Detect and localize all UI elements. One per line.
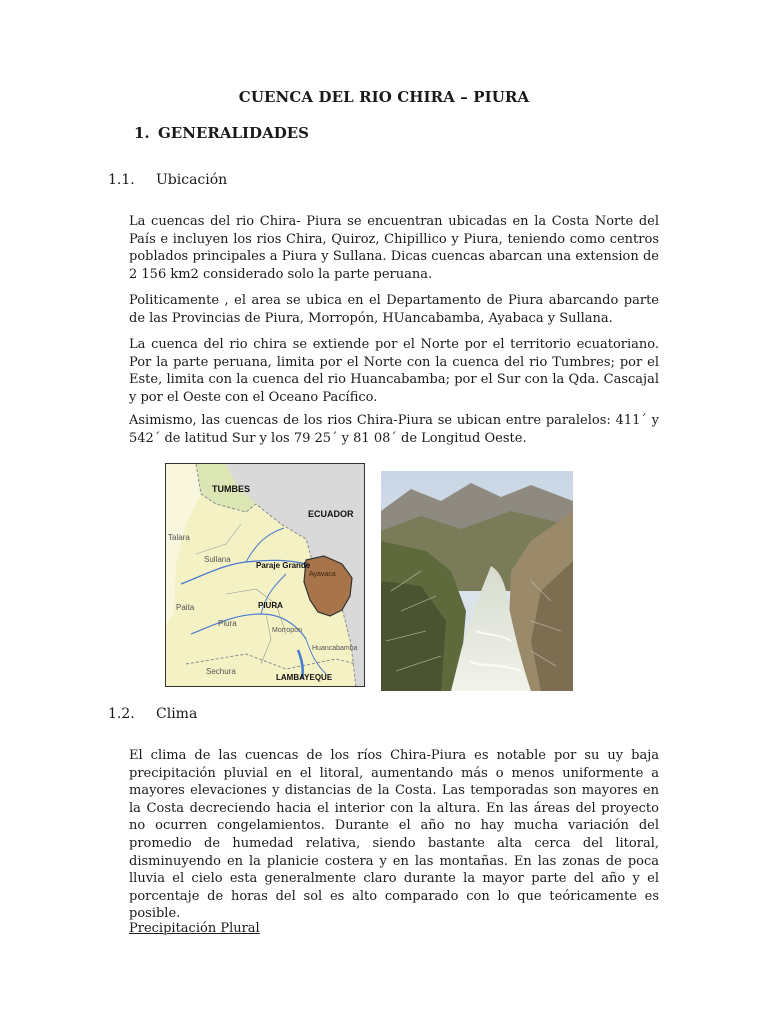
paragraph-ubicacion-1: La cuencas del rio Chira- Piura se encuentran ubicadas en la Costa Norte del País e incluyen los rios Chira, Quiroz, Chipillico y Piura, teniendo como centros poblados principales a Piura y Sullana. Dicas cuencas abarcan una extension de 2 156 km2 considerado solo la parte peruana. bbox=[129, 214, 659, 282]
river-quiroz bbox=[246, 528, 284, 562]
section-heading-generalidades bbox=[134, 124, 309, 142]
paragraph-ubicacion-4: Asimismo, las cuencas de los rios Chira-Piura se ubican entre paralelos: 411´ y 542´ de latitud Sur y los 79 25´ y 81 08´ de Longitud Oeste. bbox=[129, 413, 659, 446]
map-label-lambayeque: LAMBAYEQUE bbox=[276, 673, 333, 682]
subsection-heading-ubicacion bbox=[108, 172, 227, 188]
province-line-2 bbox=[196, 524, 241, 554]
map-label-sullana: Sullana bbox=[204, 555, 231, 564]
map-label-talara: Talara bbox=[168, 533, 190, 542]
subheading-precipitacion: Precipitación Plural bbox=[129, 921, 260, 936]
coast-area bbox=[166, 464, 201, 624]
subsection-label: Ubicación bbox=[156, 172, 228, 188]
subsection-number: 1.2. bbox=[108, 706, 135, 722]
province-line-3 bbox=[261, 614, 271, 664]
paragraph-clima: El clima de las cuencas de los ríos Chira-Piura es notable por su uy baja precipitación pluvial en el litoral, aumentando más o menos uniformente a mayores elevaciones y distancias de la Costa. Las temporadas son mayores en la Costa decreciendo hacia el interior con la altura. En las áreas del proyecto no ocurren congelamientos. Durante el año no hay mucha variación del promedio de humedad relativa, siendo bastante alta cerca del litoral, disminuyendo en la planicie costera y en las montañas. En las zonas de poca lluvia el cielo esta generalmente claro durante la mayor parte del año y el porcentaje de horas del sol es alto comparado con lo que teóricamente es posible. bbox=[129, 748, 659, 922]
map-label-paraje-grande: Paraje Grande bbox=[256, 561, 311, 570]
paragraph-ubicacion-3: La cuenca del rio chira se extiende por el Norte por el territorio ecuatoriano. Por la parte peruana, limita por el Norte con la cuenca del rio Tumbres; por el Este, limita con la cuenca del rio Huancabamba; por el Sur con la Qda. Cascajal y por el Oeste con el Oceano Pacífico. bbox=[129, 337, 659, 405]
map-label-huancabamba: Huancabamba bbox=[312, 645, 358, 652]
subsection-heading-clima bbox=[108, 706, 197, 722]
paragraph-ubicacion-2: Politicamente , el area se ubica en el Departamento de Piura abarcando parte de las Provincias de Piura, Morropón, HUancabamba, Ayabaca y Sullana. bbox=[129, 293, 659, 326]
map-label-sechura: Sechura bbox=[206, 667, 236, 676]
map-label-ecuador: ECUADOR bbox=[308, 509, 354, 519]
map-label-piura-region: PIURA bbox=[258, 601, 283, 610]
document-title: CUENCA DEL RIO CHIRA – PIURA bbox=[238, 88, 530, 106]
map-label-morropon: Morropon bbox=[272, 627, 302, 634]
river-photo bbox=[381, 471, 573, 691]
subsection-number: 1.1. bbox=[108, 172, 135, 188]
map-label-ayavaca: Ayavaca bbox=[309, 571, 336, 578]
location-map bbox=[166, 464, 365, 687]
section-number: 1. bbox=[134, 124, 150, 142]
section-label: GENERALIDADES bbox=[158, 124, 309, 142]
location-map-figure bbox=[165, 463, 365, 687]
map-label-piura-city: Piura bbox=[218, 619, 237, 628]
map-label-paita: Paita bbox=[176, 603, 195, 612]
subsection-label: Clima bbox=[156, 706, 198, 722]
river-photo-illustration bbox=[381, 471, 573, 691]
map-label-tumbes: TUMBES bbox=[212, 484, 250, 494]
